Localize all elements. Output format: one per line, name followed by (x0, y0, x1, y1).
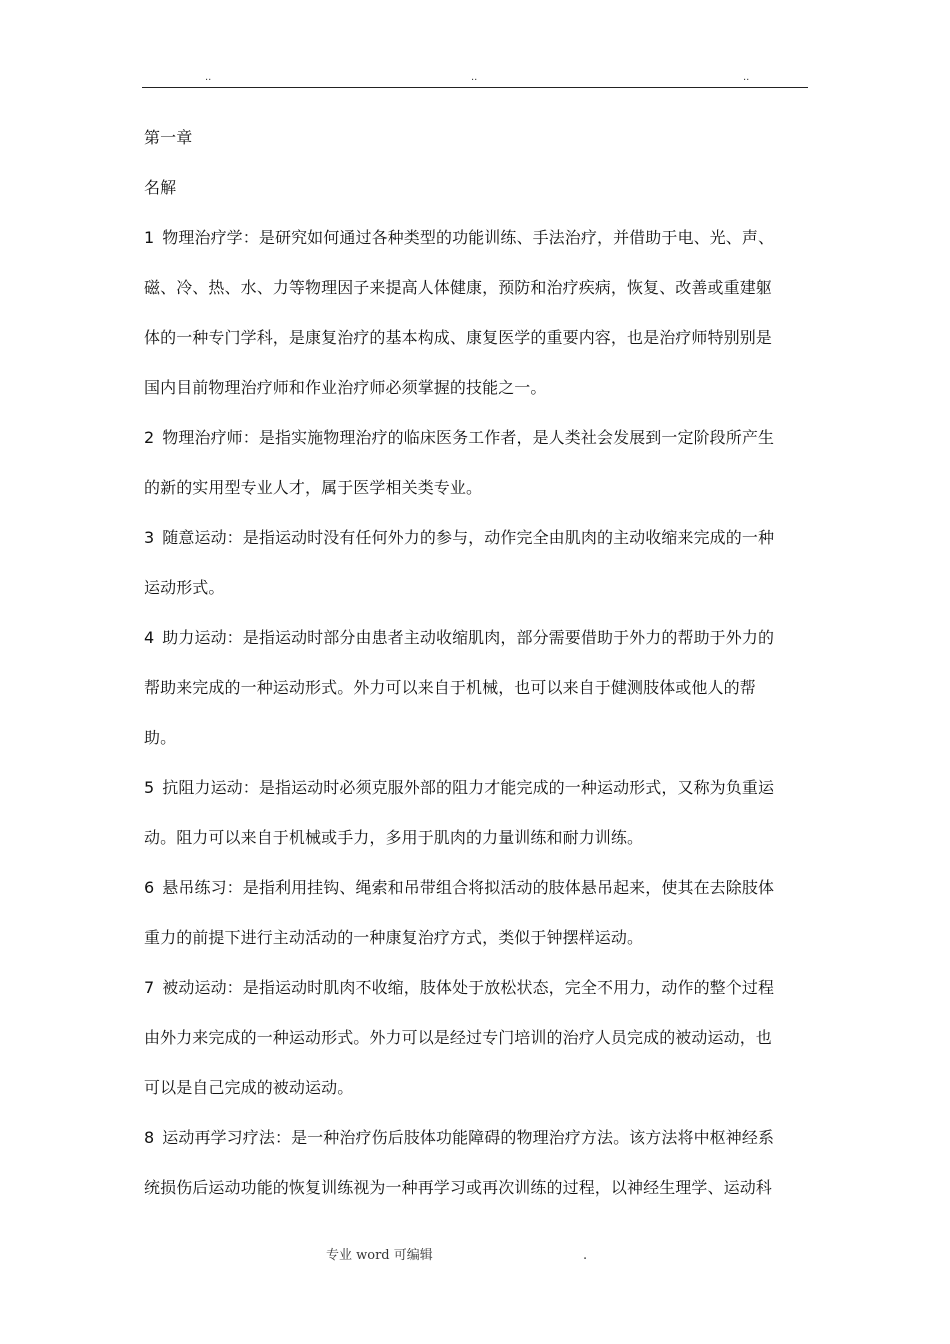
line-text: 物理治疗学：是研究如何通过各种类型的功能训练、手法治疗，并借助于电、光、声、 (162, 228, 775, 247)
line-text: 体的一种专门学科，是康复治疗的基本构成、康复医学的重要内容，也是治疗师特别别是 (144, 328, 772, 347)
text-line (144, 474, 812, 524)
header-mark-right: .. (743, 72, 750, 83)
line-text: 重力的前提下进行主动活动的一种康复治疗方式，类似于钟摆样运动。 (144, 928, 644, 947)
line-text: 运动再学习疗法：是一种治疗伤后肢体功能障碍的物理治疗方法。该方法将中枢神经系 (162, 1128, 775, 1147)
line-text: 被动运动：是指运动时肌肉不收缩，肢体处于放松状态，完全不用力，动作的整个过程 (162, 978, 775, 997)
chapter-heading-text: 第一章 (144, 128, 193, 147)
entry-number: 5 (144, 778, 155, 797)
line-text: 运动形式。 (144, 578, 225, 597)
header-mark-center: .. (471, 72, 478, 83)
entry-number: 3 (144, 528, 155, 547)
header-mark-left: .. (205, 72, 212, 83)
text-line (144, 274, 812, 324)
page-footer-dot: . (583, 1248, 588, 1263)
entry-number: 4 (144, 628, 155, 647)
text-line (144, 574, 812, 624)
chapter-heading (144, 124, 812, 174)
line-text: 帮助来完成的一种运动形式。外力可以来自于机械，也可以来自于健测肢体或他人的帮 (144, 678, 756, 697)
line-text: 动。阻力可以来自于机械或手力，多用于肌肉的力量训练和耐力训练。 (144, 828, 644, 847)
line-text: 国内目前物理治疗师和作业治疗师必须掌握的技能之一。 (144, 378, 547, 397)
text-line (144, 974, 812, 1024)
text-line (144, 1074, 812, 1124)
section-heading-text: 名解 (144, 178, 177, 197)
page-header (142, 70, 808, 88)
text-line (144, 374, 812, 424)
text-line (144, 774, 812, 824)
text-line (144, 1174, 812, 1224)
line-text: 的新的实用型专业人才，属于医学相关类专业。 (144, 478, 483, 497)
text-line (144, 224, 812, 274)
text-line (144, 874, 812, 924)
text-line (144, 1124, 812, 1174)
text-line (144, 624, 812, 674)
text-line (144, 724, 812, 774)
text-line (144, 1024, 812, 1074)
text-line (144, 524, 812, 574)
page-footer-text: 专业 word 可编辑 (326, 1248, 433, 1263)
section-heading (144, 174, 812, 224)
line-text: 物理治疗师：是指实施物理治疗的临床医务工作者，是人类社会发展到一定阶段所产生 (162, 428, 775, 447)
line-text: 抗阻力运动：是指运动时必须克服外部的阻力才能完成的一种运动形式，又称为负重运 (162, 778, 775, 797)
text-line (144, 674, 812, 724)
entry-number: 8 (144, 1128, 155, 1147)
text-line (144, 824, 812, 874)
line-text: 助。 (144, 728, 177, 747)
document-body (144, 124, 812, 1224)
text-line (144, 424, 812, 474)
line-text: 可以是自己完成的被动运动。 (144, 1078, 354, 1097)
line-text: 统损伤后运动功能的恢复训练视为一种再学习或再次训练的过程，以神经生理学、运动科 (144, 1178, 772, 1197)
text-line (144, 324, 812, 374)
text-line (144, 924, 812, 974)
line-text: 由外力来完成的一种运动形式。外力可以是经过专门培训的治疗人员完成的被动运动，也 (144, 1028, 772, 1047)
line-text: 磁、冷、热、水、力等物理因子来提高人体健康，预防和治疗疾病，恢复、改善或重建躯 (144, 278, 772, 297)
entry-number: 1 (144, 228, 155, 247)
line-text: 助力运动：是指运动时部分由患者主动收缩肌肉，部分需要借助于外力的帮助于外力的 (162, 628, 775, 647)
line-text: 随意运动：是指运动时没有任何外力的参与，动作完全由肌肉的主动收缩来完成的一种 (162, 528, 775, 547)
entry-number: 2 (144, 428, 155, 447)
line-text: 悬吊练习：是指利用挂钩、绳索和吊带组合将拟活动的肢体悬吊起来，使其在去除肢体 (162, 878, 775, 897)
entry-number: 7 (144, 978, 155, 997)
entry-number: 6 (144, 878, 155, 897)
